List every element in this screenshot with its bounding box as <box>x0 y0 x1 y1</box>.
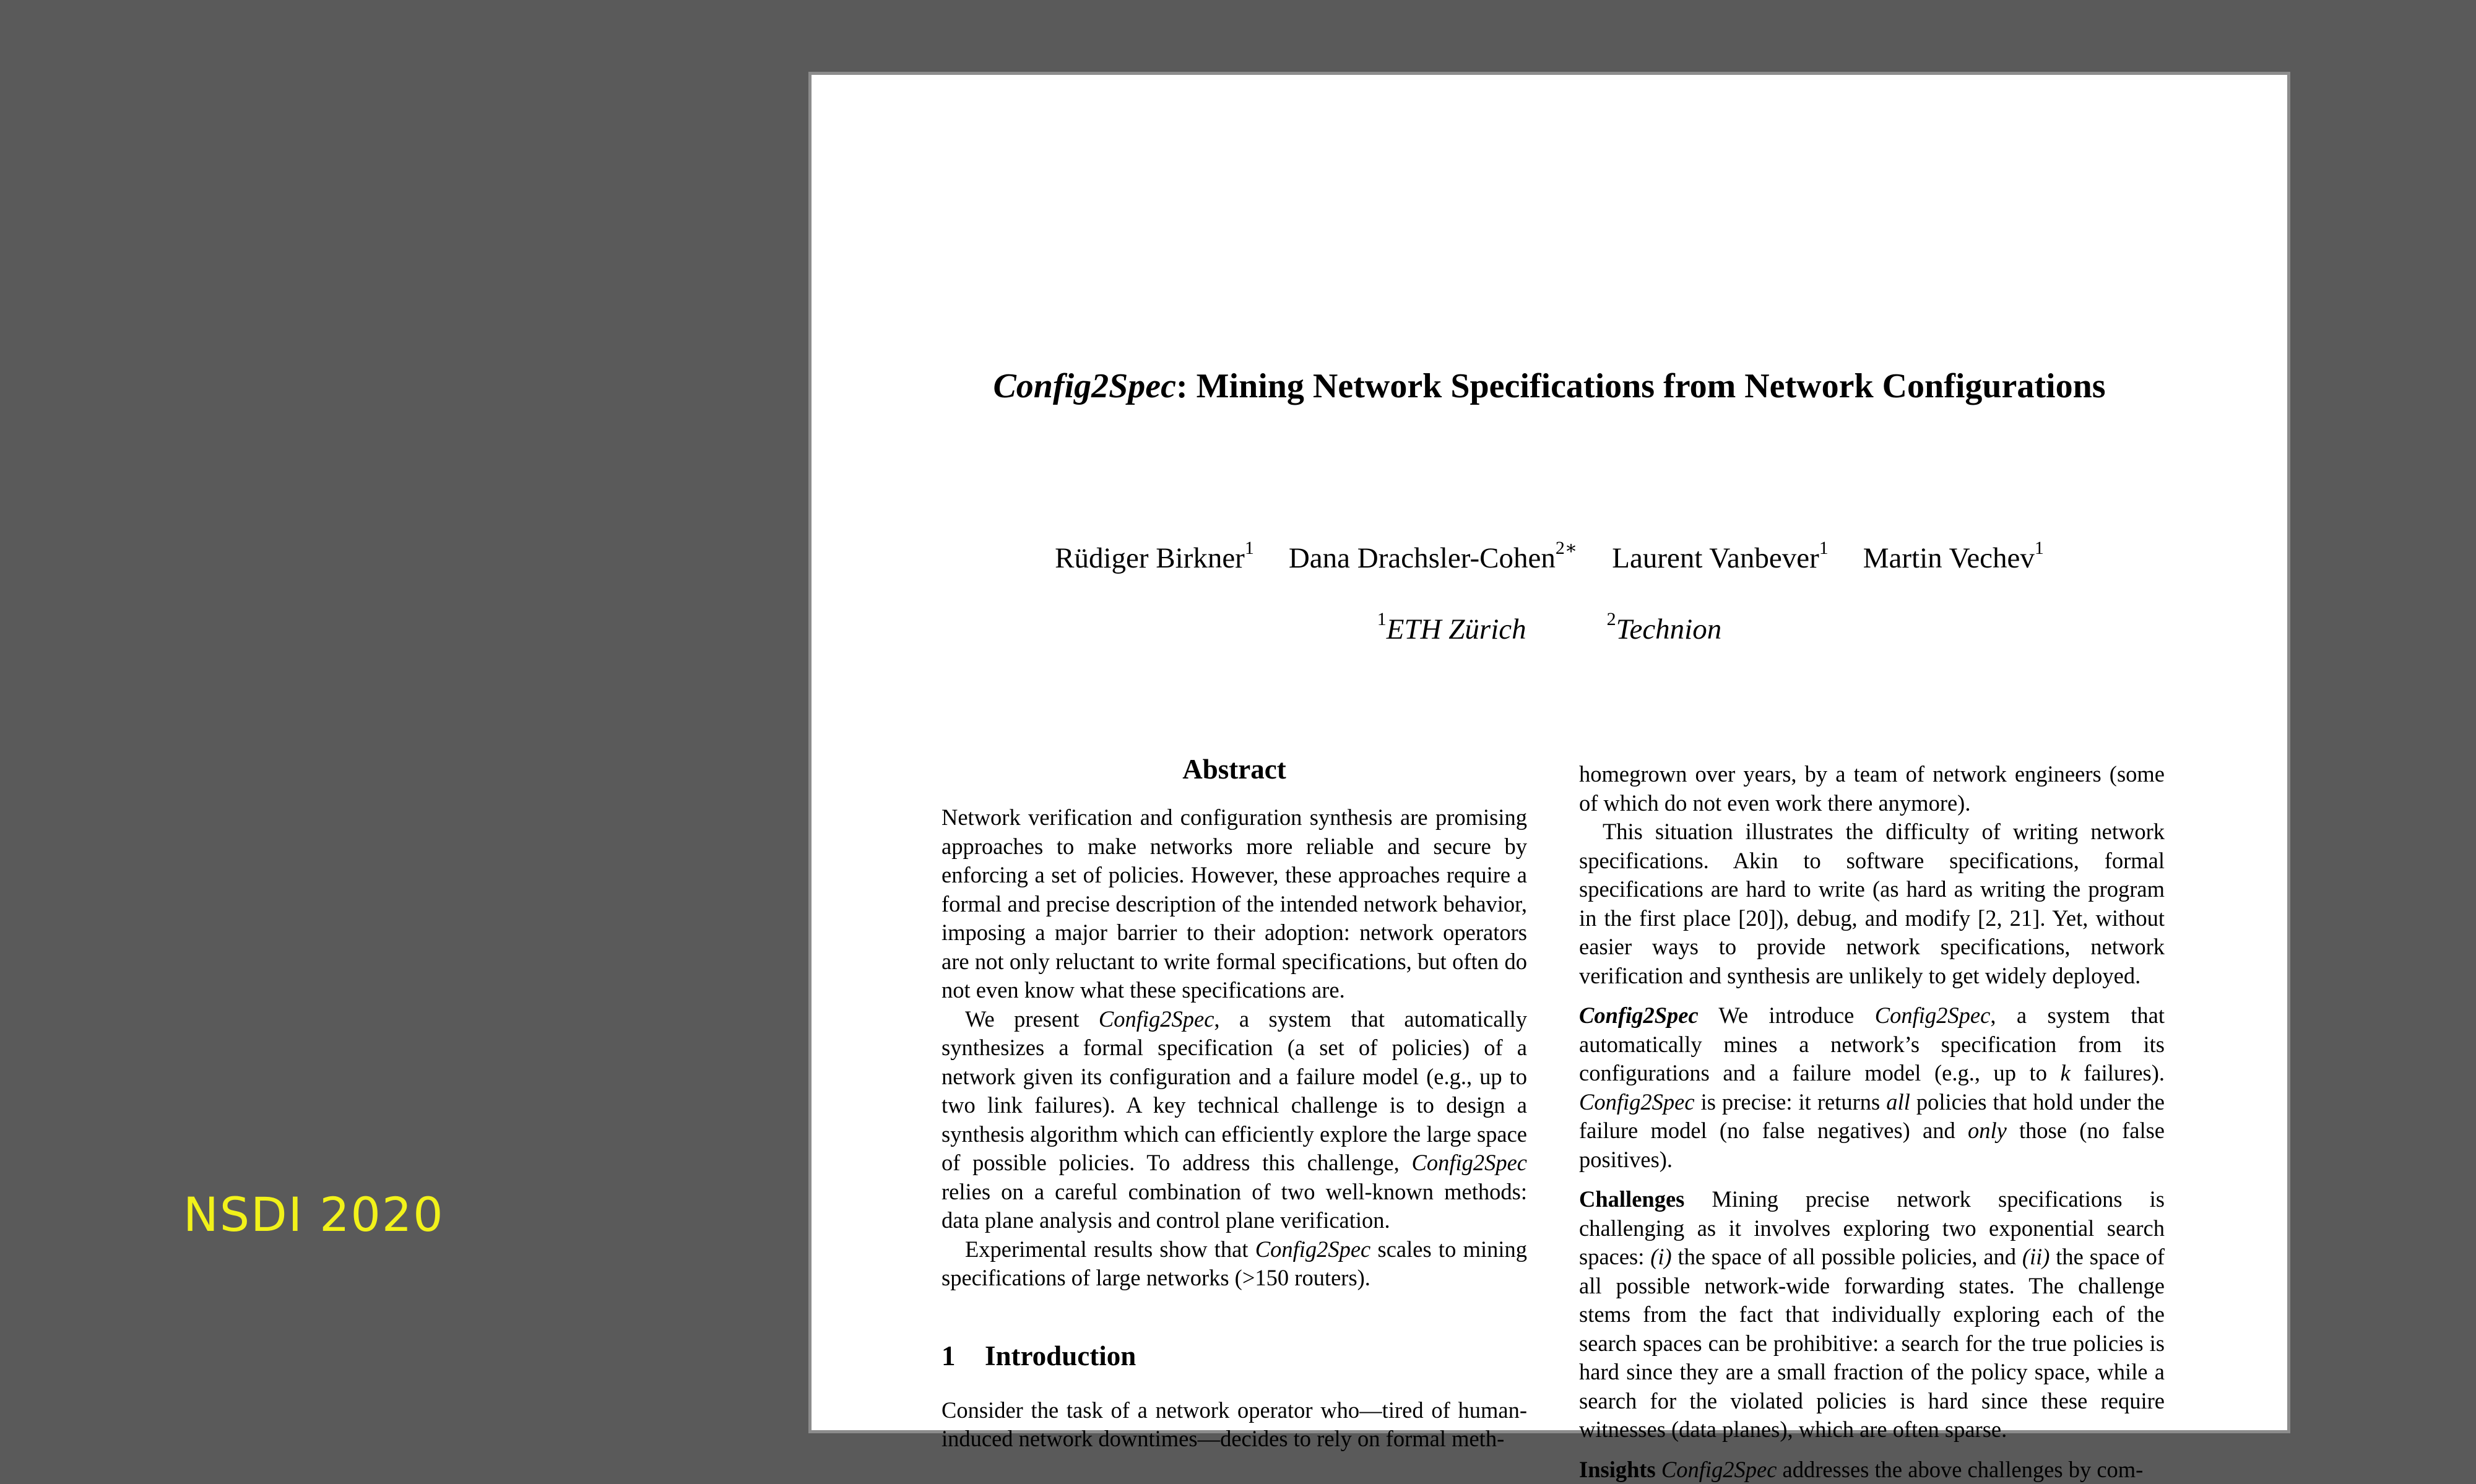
section-heading <box>941 1342 1527 1370</box>
author: Rüdiger Birkner$^1$ <box>1055 544 1254 573</box>
body-paragraph: Consider the task of a network operator who—tired of human-induced network downtimes—decides to rely on formal meth- <box>941 1396 1527 1454</box>
venue-label: NSDI 2020 <box>183 1191 444 1238</box>
abstract-paragraph: We present Config2Spec, a system that automatically synthesizes a formal specification (a set of policies) of a network given its configuration and a failure model (e.g., up to two link failures). A key technical challenge is to design a synthesis algorithm which can efficiently explore the large space of possible policies. To address this challenge, Config2Spec relies on a careful combination of two well-known methods: data plane analysis and control plane verification. <box>941 1005 1527 1235</box>
section-title: Introduction <box>985 1340 1136 1371</box>
affiliation: $^2$Technion <box>1607 615 1722 644</box>
body-paragraph: Challenges Mining precise network specifications is challenging as it involves exploring two exponential search spaces: (i) the space of all possible policies, and (ii) the space of all possible network-wide forwarding states. The challenge stems from the fact that individually exploring each of the search spaces can be prohibitive: a search for the true policies is hard since they are a small fraction of the policy space, while a search for the violated policies is hard since these require witnesses (data planes), which are often sparse. <box>1579 1185 2165 1444</box>
body-paragraph: homegrown over years, by a team of network engineers (some of which do not even work there anymore). <box>1579 760 2165 817</box>
author: Dana Drachsler-Cohen$^{2∗}$ <box>1289 544 1577 573</box>
body-paragraph: Config2Spec We introduce Config2Spec, a system that automatically mines a network’s specification from its configurations and a failure model (e.g., up to k failures). Config2Spec is precise: it returns all policies that hold under the failure model (no false negatives) and only those (no false positives). <box>1579 1001 2165 1174</box>
section-number: 1 <box>941 1342 985 1370</box>
paragraph-heading: Insights <box>1579 1457 1656 1482</box>
abstract-paragraph: Network verification and configuration synthesis are promising approaches to make networks more reliable and secure by enforcing a set of policies. However, these approaches require a formal and precise description of the intended network behavior, imposing a major barrier to their adoption: network operators are not only reluctant to write formal specifications, but often do not even know what these specifications are. <box>941 803 1527 1005</box>
paragraph-heading: Config2Spec <box>1579 1003 1699 1028</box>
affiliation-list <box>812 615 2287 644</box>
title-rest: : Mining Network Specifications from Network Configurations <box>1176 367 2106 405</box>
paper-title <box>812 369 2287 403</box>
body-paragraph: Insights Config2Spec addresses the above challenges by com- <box>1579 1456 2165 1484</box>
abstract-paragraph: Experimental results show that Config2Spec scales to mining specifications of large networks (>150 routers). <box>941 1235 1527 1293</box>
abstract-heading: Abstract <box>941 756 1527 783</box>
paragraph-heading: Challenges <box>1579 1186 1684 1212</box>
left-column <box>941 756 1527 1454</box>
right-column <box>1579 760 2165 1484</box>
author: Laurent Vanbever$^1$ <box>1612 544 1829 573</box>
affiliation: $^1$ETH Zürich <box>1377 615 1526 644</box>
author: Martin Vechev$^1$ <box>1863 544 2044 573</box>
title-system-name: Config2Spec <box>993 367 1176 405</box>
author-list <box>812 544 2287 573</box>
body-paragraph: This situation illustrates the difficulty of writing network specifications. Akin to software specifications, formal specifications are hard to write (as hard as writing the program in the first place [20]), debug, and modify [2, 21]. Yet, without easier ways to provide network specifications, network verification and synthesis are unlikely to get widely deployed. <box>1579 817 2165 990</box>
paper-page <box>808 72 2290 1433</box>
